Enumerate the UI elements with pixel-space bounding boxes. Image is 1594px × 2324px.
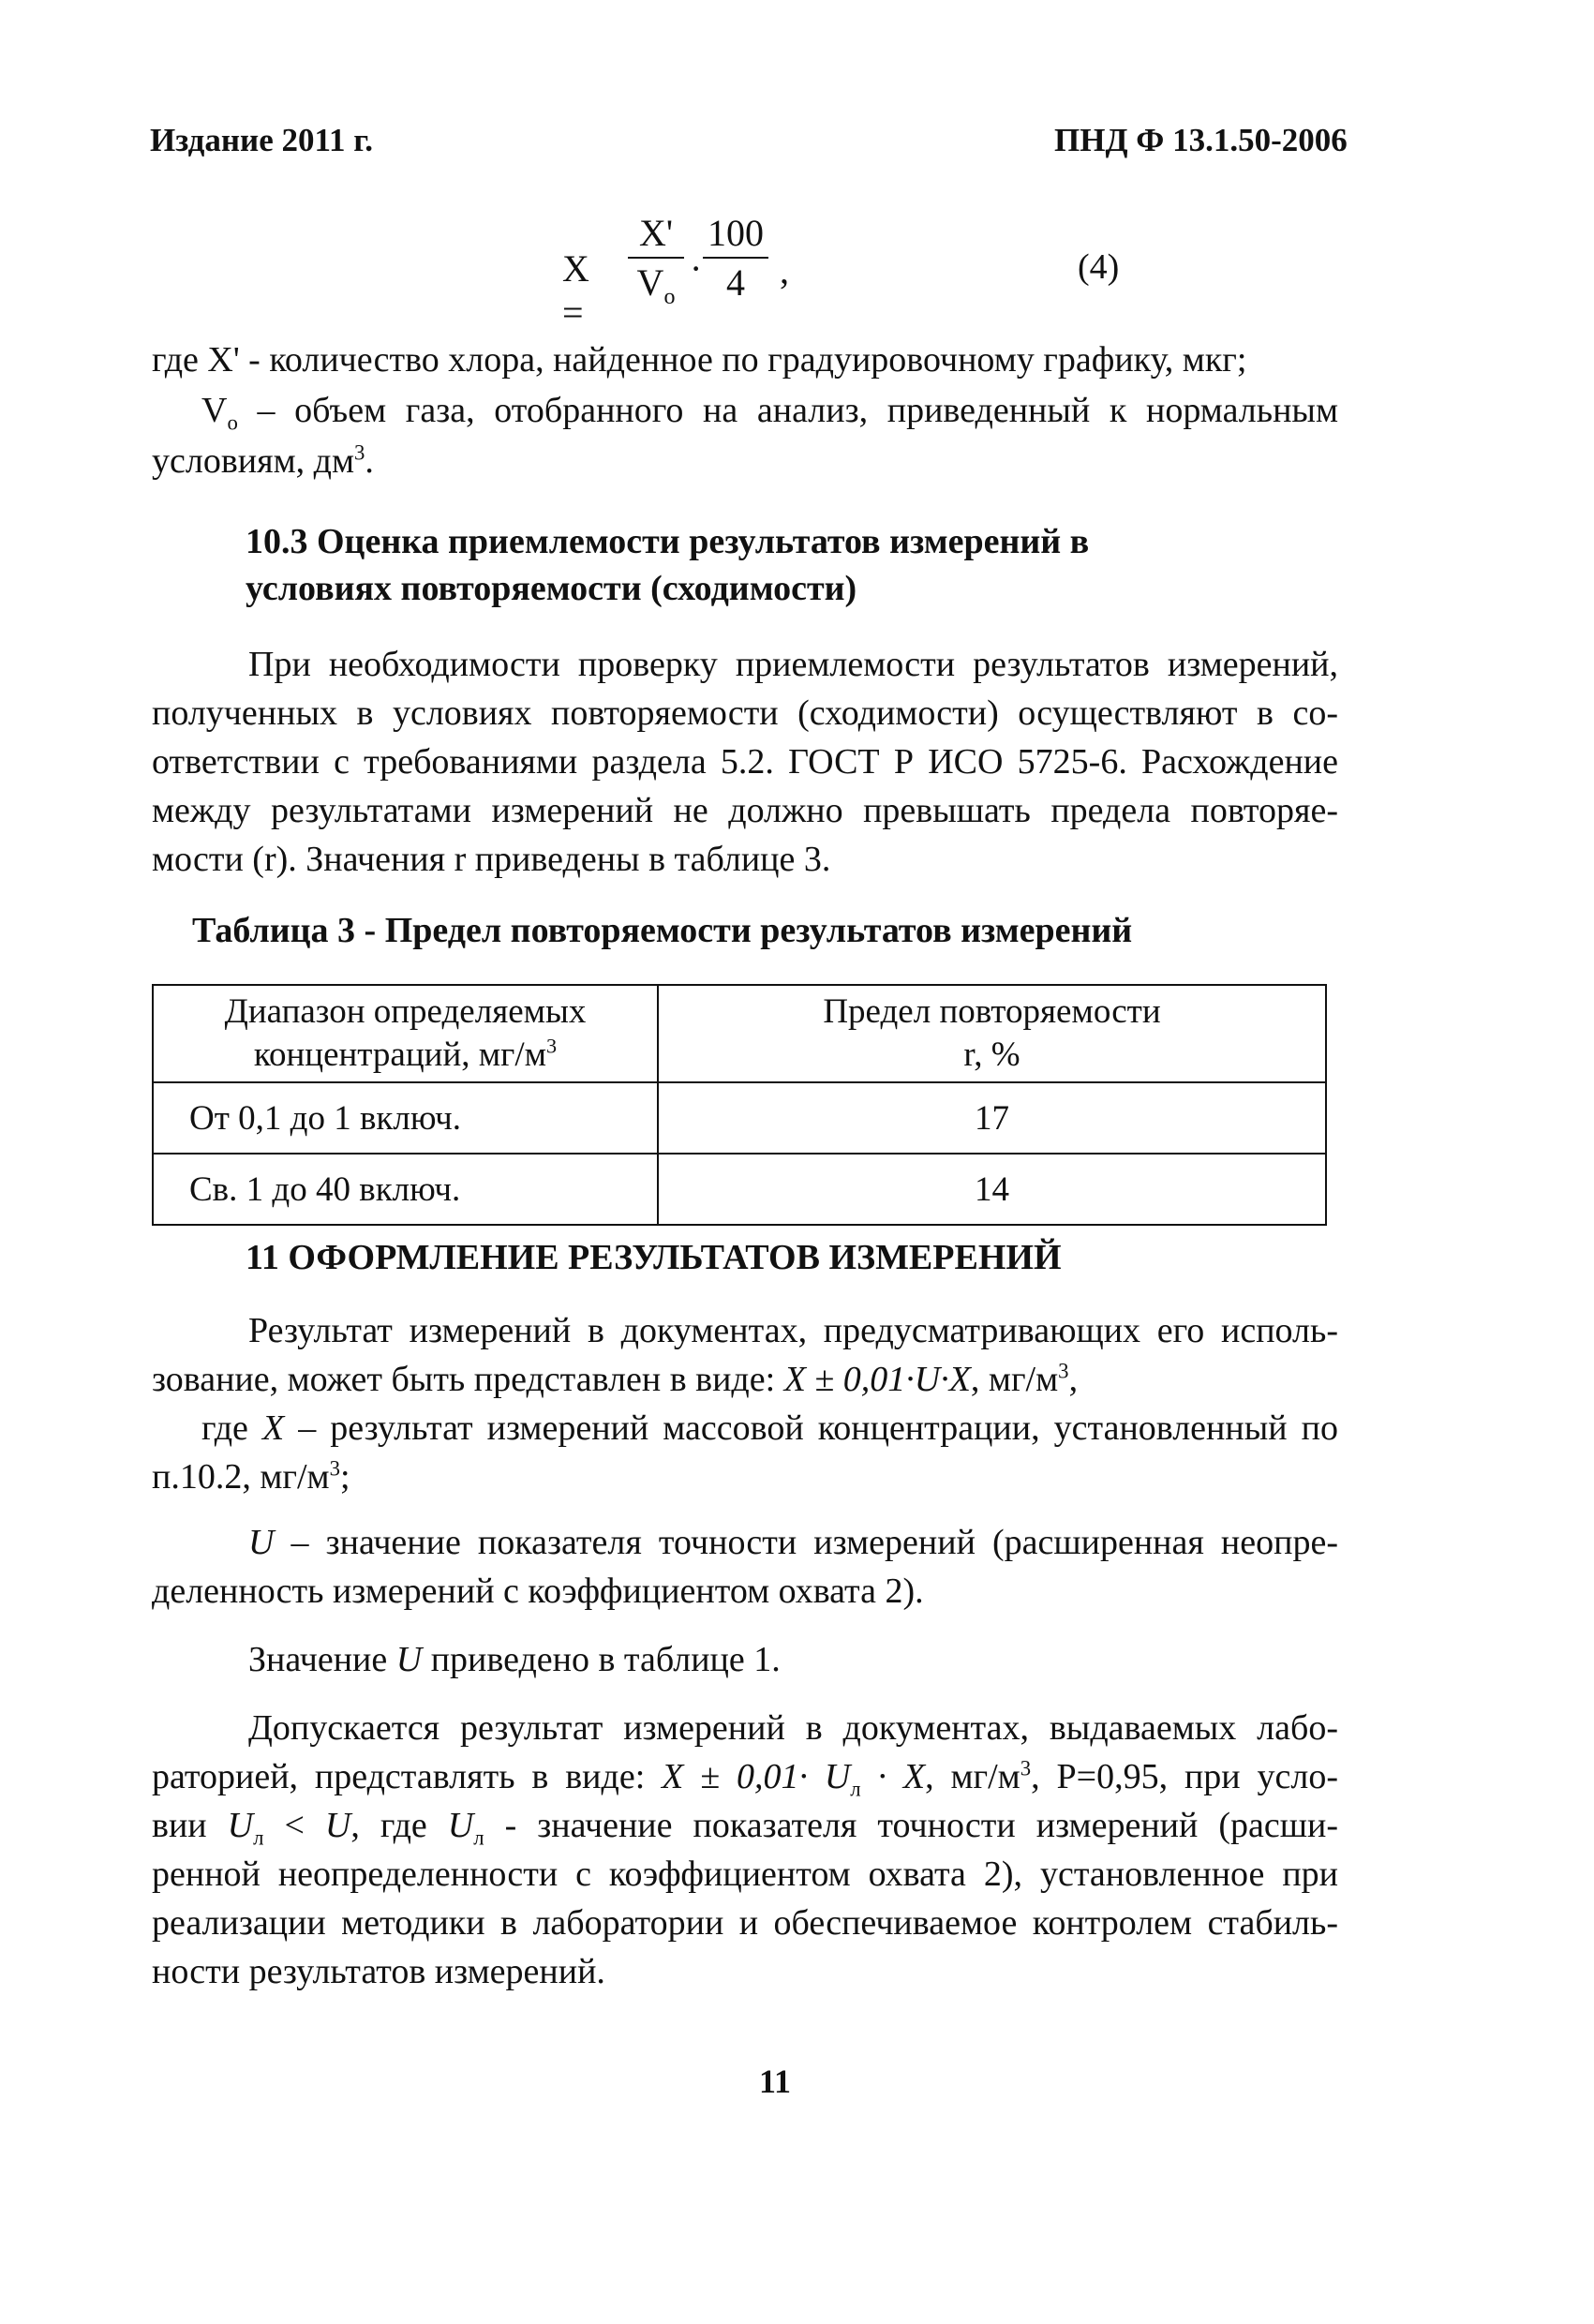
formula-fraction-2 — [703, 211, 768, 305]
fraction-bar — [703, 257, 768, 259]
table-header-range — [153, 985, 658, 1082]
den1-subscript: o — [663, 285, 676, 309]
text: раторией, представлять в виде: — [152, 1757, 663, 1796]
table-row — [153, 1082, 1326, 1154]
text: , мг/м — [970, 1360, 1059, 1399]
inline-formula: X ± 0,01· U — [662, 1757, 851, 1796]
formula-numerator-1: X' — [638, 212, 674, 254]
where-line-3 — [152, 437, 1338, 485]
paragraph-line — [152, 1752, 1338, 1801]
den1-symbol: V — [636, 261, 664, 304]
superscript: 3 — [329, 1456, 340, 1481]
inline-formula: · X — [860, 1757, 926, 1796]
section-10-3-title-line-2: условиях повторяемости (сходимости) — [246, 569, 857, 608]
text: приведено в таблице 1. — [422, 1640, 781, 1679]
text: зование, может быть представлен в виде: — [152, 1360, 784, 1399]
text: Значение — [248, 1640, 396, 1679]
text: – результат измерений массовой концентрации, установленный по — [284, 1408, 1338, 1448]
paragraph-line: мости (r). Значения r приведены в таблице 3. — [152, 840, 831, 879]
formula-denominator-2: 4 — [726, 261, 745, 304]
paragraph-line: Результат измерений в документах, предусматривающих его исполь- — [248, 1311, 1338, 1350]
formula-multiply-dot: · — [690, 247, 703, 290]
header-range-sup: 3 — [546, 1034, 558, 1058]
paragraph-line — [152, 1518, 1338, 1567]
table-cell-limit: 14 — [658, 1154, 1326, 1225]
paragraph-line: При необходимости проверку приемлемости результатов измерений, — [248, 645, 1338, 684]
inline-symbol: U — [395, 1640, 423, 1679]
where-text-3-a: условиям, дм — [152, 441, 355, 481]
inline-symbol: U — [324, 1806, 351, 1845]
paragraph-line: ности результатов измерений. — [152, 1952, 605, 1991]
paragraph-line — [152, 1404, 1338, 1452]
v0-subscript: o — [227, 410, 238, 435]
paragraph-line: реализации методики в лаборатории и обеспечиваемое контролем стабиль- — [152, 1903, 1338, 1943]
where-sup: 3 — [354, 440, 365, 465]
text: , Р=0,95, при усло- — [1031, 1757, 1338, 1796]
superscript: 3 — [1058, 1359, 1069, 1383]
table-header-row — [153, 985, 1326, 1082]
text: где — [201, 1408, 262, 1448]
text: , — [1068, 1360, 1079, 1399]
text: , мг/м — [925, 1757, 1020, 1796]
section-10-3-paragraph — [152, 640, 1338, 884]
subscript: л — [253, 1825, 264, 1850]
table-cell-limit: 17 — [658, 1082, 1326, 1154]
paragraph-line — [152, 1452, 1338, 1501]
paragraph-line: полученных в условиях повторяемости (сходимости) осуществляют в со- — [152, 693, 1338, 733]
formula-number: (4) — [1078, 247, 1120, 287]
table-3-caption: Таблица 3 - Предел повторяемости результатов измерений — [192, 911, 1133, 950]
inline-symbol: U — [248, 1523, 275, 1562]
text: , где — [350, 1806, 448, 1845]
text: вии — [152, 1806, 228, 1845]
text: - значение показателя точности измерений (расши- — [484, 1806, 1338, 1845]
where-text-1: где X' - количество хлора, найденное по градуировочному графику, мкг; — [152, 340, 1247, 380]
paragraph-line: ренной неопределенности с коэффициентом охвата 2), установленное при — [152, 1855, 1338, 1894]
section-11-paragraph-1 — [152, 1306, 1338, 1404]
subscript: л — [473, 1825, 484, 1850]
inline-formula: X ± 0,01·U·X — [783, 1360, 971, 1399]
table-cell-range: От 0,1 до 1 включ. — [153, 1082, 658, 1154]
paragraph-line: Допускается результат измерений в документах, выдаваемых лабо- — [248, 1708, 1338, 1748]
where-text-2 — [201, 386, 1338, 435]
formula-lhs: X = — [562, 247, 589, 334]
document-code: ПНД Ф 13.1.50-2006 — [1054, 122, 1348, 158]
header-limit-line-1: Предел повторяемости — [823, 992, 1161, 1031]
section-10-3-title-line-1: 10.3 Оценка приемлемости результатов измерений в — [246, 522, 1090, 561]
v0-symbol: V — [201, 391, 228, 430]
table-header-limit — [658, 985, 1326, 1082]
paragraph-line — [152, 1801, 1338, 1850]
paragraph-line — [152, 1355, 1338, 1404]
table-cell-range: Св. 1 до 40 включ. — [153, 1154, 658, 1225]
table-3 — [152, 984, 1327, 1226]
inline-symbol: U — [447, 1806, 474, 1845]
section-11-paragraph-2 — [152, 1404, 1338, 1501]
formula-fraction-1 — [628, 211, 684, 309]
inline-symbol: X — [261, 1408, 285, 1448]
formula-comma: , — [780, 249, 789, 291]
formula-denominator-1 — [628, 261, 684, 309]
section-11-title: 11 ОФОРМЛЕНИЕ РЕЗУЛЬТАТОВ ИЗМЕРЕНИЙ — [246, 1238, 1062, 1277]
where-text-3-end: . — [365, 441, 374, 481]
where-text-2-rest: – объем газа, отобранного на анализ, приведенный к нормальным — [237, 391, 1338, 430]
formula-numerator-2: 100 — [708, 212, 764, 254]
paragraph-line: деленность измерений с коэффициентом охвата 2). — [152, 1572, 924, 1611]
where-line-2 — [201, 386, 1338, 435]
header-limit-line-2: r, % — [963, 1035, 1020, 1074]
table-row — [153, 1154, 1326, 1225]
paragraph-line: между результатами измерений не должно превышать предела повторяе- — [152, 791, 1338, 830]
where-text-3 — [152, 437, 1338, 485]
edition-label: Издание 2011 г. — [150, 122, 373, 158]
page-number: 11 — [759, 2063, 792, 2100]
section-11-paragraph-3 — [152, 1518, 1338, 1616]
where-line-1 — [152, 335, 1338, 384]
text: – значение показателя точности измерений (расширенная неопре- — [274, 1523, 1338, 1562]
section-11-paragraph-5 — [152, 1704, 1338, 1996]
text: ; — [339, 1457, 350, 1497]
subscript: л — [850, 1777, 861, 1801]
paragraph-line — [248, 1635, 1338, 1684]
fraction-bar — [628, 257, 684, 259]
header-range-line-1: Диапазон определяемых — [224, 992, 587, 1031]
text: < — [263, 1806, 325, 1845]
inline-symbol: U — [227, 1806, 254, 1845]
section-10-3-title — [246, 518, 1089, 612]
header-range-line-2: концентраций, мг/м — [253, 1035, 547, 1074]
text: п.10.2, мг/м — [152, 1457, 330, 1497]
section-11-paragraph-4 — [248, 1635, 1338, 1684]
paragraph-line: ответствии с требованиями раздела 5.2. ГОСТ Р ИСО 5725-6. Расхождение — [152, 742, 1338, 782]
superscript: 3 — [1020, 1756, 1032, 1780]
